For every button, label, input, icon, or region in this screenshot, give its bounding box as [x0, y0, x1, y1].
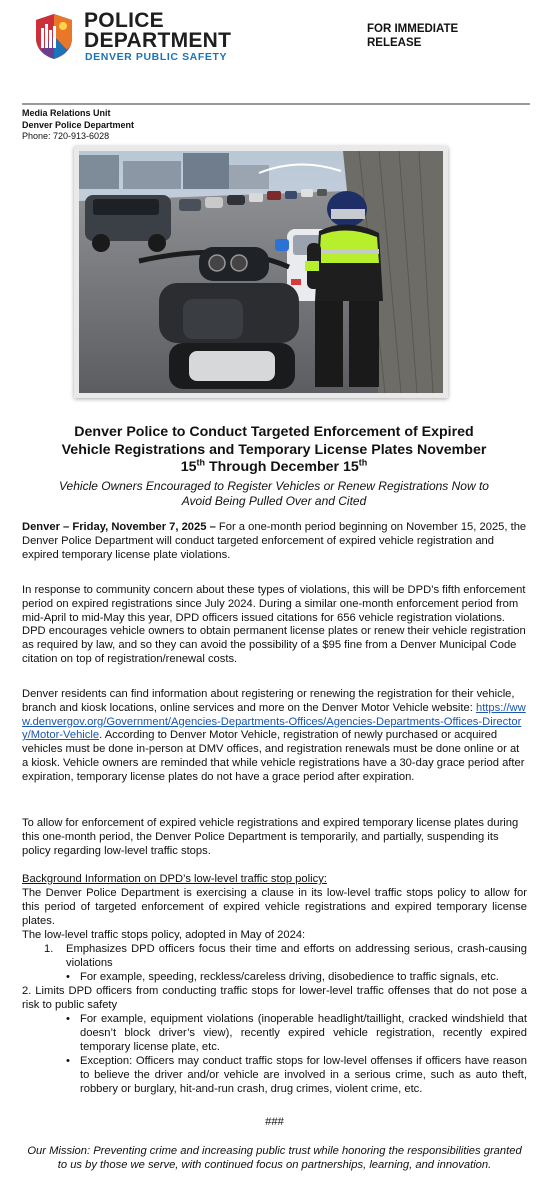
subheadline: Vehicle Owners Encouraged to Register Vehicles or Renew Registrations Now to Avoid Being Pulled Over and Cited: [59, 479, 489, 508]
media-phone: Phone: 720-913-6028: [22, 131, 110, 141]
paragraph-4: To allow for enforcement of expired vehicle registrations and expired temporary license plates during this one-month period, the Denver Police Department is temporarily, and partially, suspending its policy regarding low-level traffic stops.: [22, 817, 519, 857]
department-name-line2: DEPARTMENT: [84, 29, 232, 52]
media-dept: Denver Police Department: [22, 119, 135, 130]
officer-photo: [74, 146, 448, 398]
policy-intro: The low-level traffic stops policy, adopted in May of 2024:: [22, 929, 306, 941]
bullet-marker: •: [66, 1055, 70, 1067]
department-subtitle: DENVER PUBLIC SAFETY: [85, 51, 228, 63]
dateline: Denver – Friday, November 7, 2025 –: [22, 521, 216, 533]
bullet-marker: •: [66, 971, 70, 983]
header-divider: [22, 103, 530, 105]
police-logo-icon: [34, 12, 74, 60]
department-name-line1: POLICE: [84, 9, 164, 32]
paragraph-1: Denver – Friday, November 7, 2025 – For a one-month period beginning on November 15, 2025, the Denver Police Department will conduct targeted enforcement of expired vehicle registration and expired temporary license plate violations.: [22, 521, 527, 561]
media-contact: [22, 108, 134, 143]
headline: Denver Police to Conduct Targeted Enforcement of Expired Vehicle Registrations and Temporary License Plates November 15th Through December 15th: [61, 424, 487, 475]
list-item-1-example: For example, speeding, reckless/careless driving, disobedience to traffic signals, etc.: [80, 971, 499, 983]
background-text: The Denver Police Department is exercising a clause in its low-level traffic stops policy to allow for this period of targeted enforcement of expired vehicle registrations and expired temporary license plates.: [22, 887, 527, 927]
release-label: FOR IMMEDIATE RELEASE: [367, 23, 459, 49]
list-item-1: Emphasizes DPD officers focus their time and efforts on addressing serious, crash-causing violations: [66, 943, 527, 969]
paragraph-3: Denver residents can find information about registering or renewing the registration for their vehicle, branch and kiosk locations, online services and more on the Denver Motor Vehicle website: https://www.denvergov.org/Government/Agencies-Departments-Offices/Agencies-Departments-Offices-Directory/Motor-Vehicle. According to Denver Motor Vehicle, registration of newly purchased or acquired vehicles must be done in-person at DMV offices, and registration renewals must be done online or at a kiosk. Vehicle owners are reminded that while vehicle registrations have a 30-day grace period after expiration, temporary license plates do not have a grace period after expiration.: [22, 688, 526, 783]
paragraph-2: In response to community concern about these types of violations, this will be DPD’s fifth enforcement period on expired registrations since July 2024. During a similar one-month enforcement period from mid-April to mid-May this year, DPD officers issued citations for 656 vehicle registration violations. DPD encourages vehicle owners to obtain permanent license plates or renew their vehicle registration as required by law, and so they can avoid the possibility of a $95 fine from a Denver Municipal Code citation on top of registration/renewal costs.: [22, 584, 526, 665]
list-item-2-exception: Exception: Officers may conduct traffic stops for low-level offenses if officers have reason to believe the driver and/or vehicle are involved in a serious crime, such as auto theft, robbery or burglary, hit-and-run crash, drug crimes, violent crime, etc.: [80, 1055, 527, 1095]
media-unit: Media Relations Unit: [22, 108, 111, 118]
end-mark: ###: [265, 1116, 284, 1128]
mission-statement: Our Mission: Preventing crime and increasing public trust while honoring the responsibilities granted to us by those we serve, with continued focus on partnerships, learning, and innovation.: [27, 1145, 522, 1171]
motor-vehicle-link[interactable]: https://www.denvergov.org/Government/Agencies-Departments-Offices/Agencies-Departments-Offices-Directory/Motor-Vehicle: [22, 701, 526, 742]
list-number-1: 1.: [44, 943, 54, 955]
list-item-2: 2. Limits DPD officers from conducting traffic stops for lower-level traffic offenses that do not pose a risk to public safety: [22, 985, 527, 1011]
bullet-marker: •: [66, 1013, 70, 1025]
background-heading: Background Information on DPD’s low-level traffic stop policy:: [22, 873, 327, 885]
list-item-2-example: For example, equipment violations (inoperable headlight/taillight, cracked windshield that doesn’t block driver’s view), recently expired vehicle registration, recently expired temporary license plate, etc.: [80, 1013, 527, 1053]
